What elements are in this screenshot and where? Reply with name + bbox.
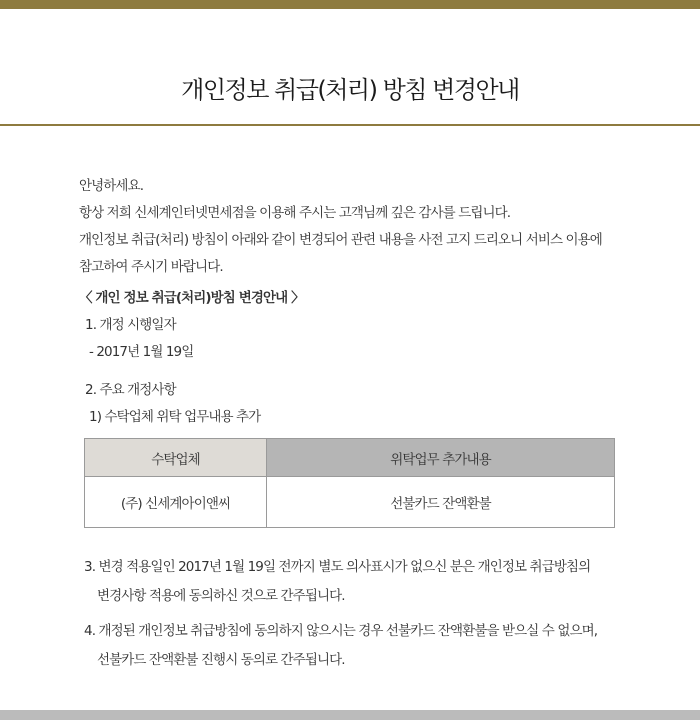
note-item4-line1: 4. 개정된 개인정보 취급방침에 동의하지 않으시는 경우 선불카드 잔액환불을 받으실 수 없으며, — [84, 623, 598, 639]
title-divider — [0, 124, 700, 126]
thanks-text: 항상 저희 신세계인터넷면세점을 이용해 주시는 고객님께 깊은 감사를 드립니다. — [79, 205, 511, 221]
outsourcing-table — [84, 438, 615, 528]
note-item3-line2: 변경사항 적용에 동의하신 것으로 간주됩니다. — [97, 588, 345, 604]
table-cell-contractor: (주) 신세계아이앤씨 — [85, 477, 267, 528]
top-accent-bar — [0, 0, 700, 9]
table-header-contractor: 수탁업체 — [85, 439, 267, 477]
bottom-bar — [0, 710, 700, 720]
table-row — [85, 477, 615, 528]
item2-label: 2. 주요 개정사항 — [85, 382, 176, 398]
item2-sub: 1) 수탁업체 위탁 업무내용 추가 — [89, 409, 261, 425]
table-cell-task: 선불카드 잔액환불 — [267, 477, 615, 528]
item1-value: - 2017년 1월 19일 — [89, 344, 194, 360]
greeting-text: 안녕하세요. — [79, 178, 144, 194]
note-item4-line2: 선불카드 잔액환불 진행시 동의로 간주됩니다. — [97, 652, 345, 668]
table-header-task: 위탁업무 추가내용 — [267, 439, 615, 477]
notice-body — [79, 176, 639, 434]
notice-notes — [84, 553, 644, 675]
notice-text-line1: 개인정보 취급(처리) 방침이 아래와 같이 변경되어 관련 내용을 사전 고지 드리오니 서비스 이용에 — [79, 232, 602, 248]
notice-text-line2: 참고하여 주시기 바랍니다. — [79, 259, 223, 275]
note-item4 — [84, 617, 644, 675]
note-item3 — [84, 553, 644, 611]
page-title: 개인정보 취급(처리) 방침 변경안내 — [181, 76, 519, 104]
item1-label: 1. 개정 시행일자 — [85, 317, 176, 333]
section-heading: 〈 개인 정보 취급(처리)방침 변경안내 〉 — [79, 290, 304, 306]
table-header-row — [85, 439, 615, 477]
note-item3-line1: 3. 변경 적용일인 2017년 1월 19일 전까지 별도 의사표시가 없으신 분은 개인정보 취급방침의 — [84, 559, 591, 575]
